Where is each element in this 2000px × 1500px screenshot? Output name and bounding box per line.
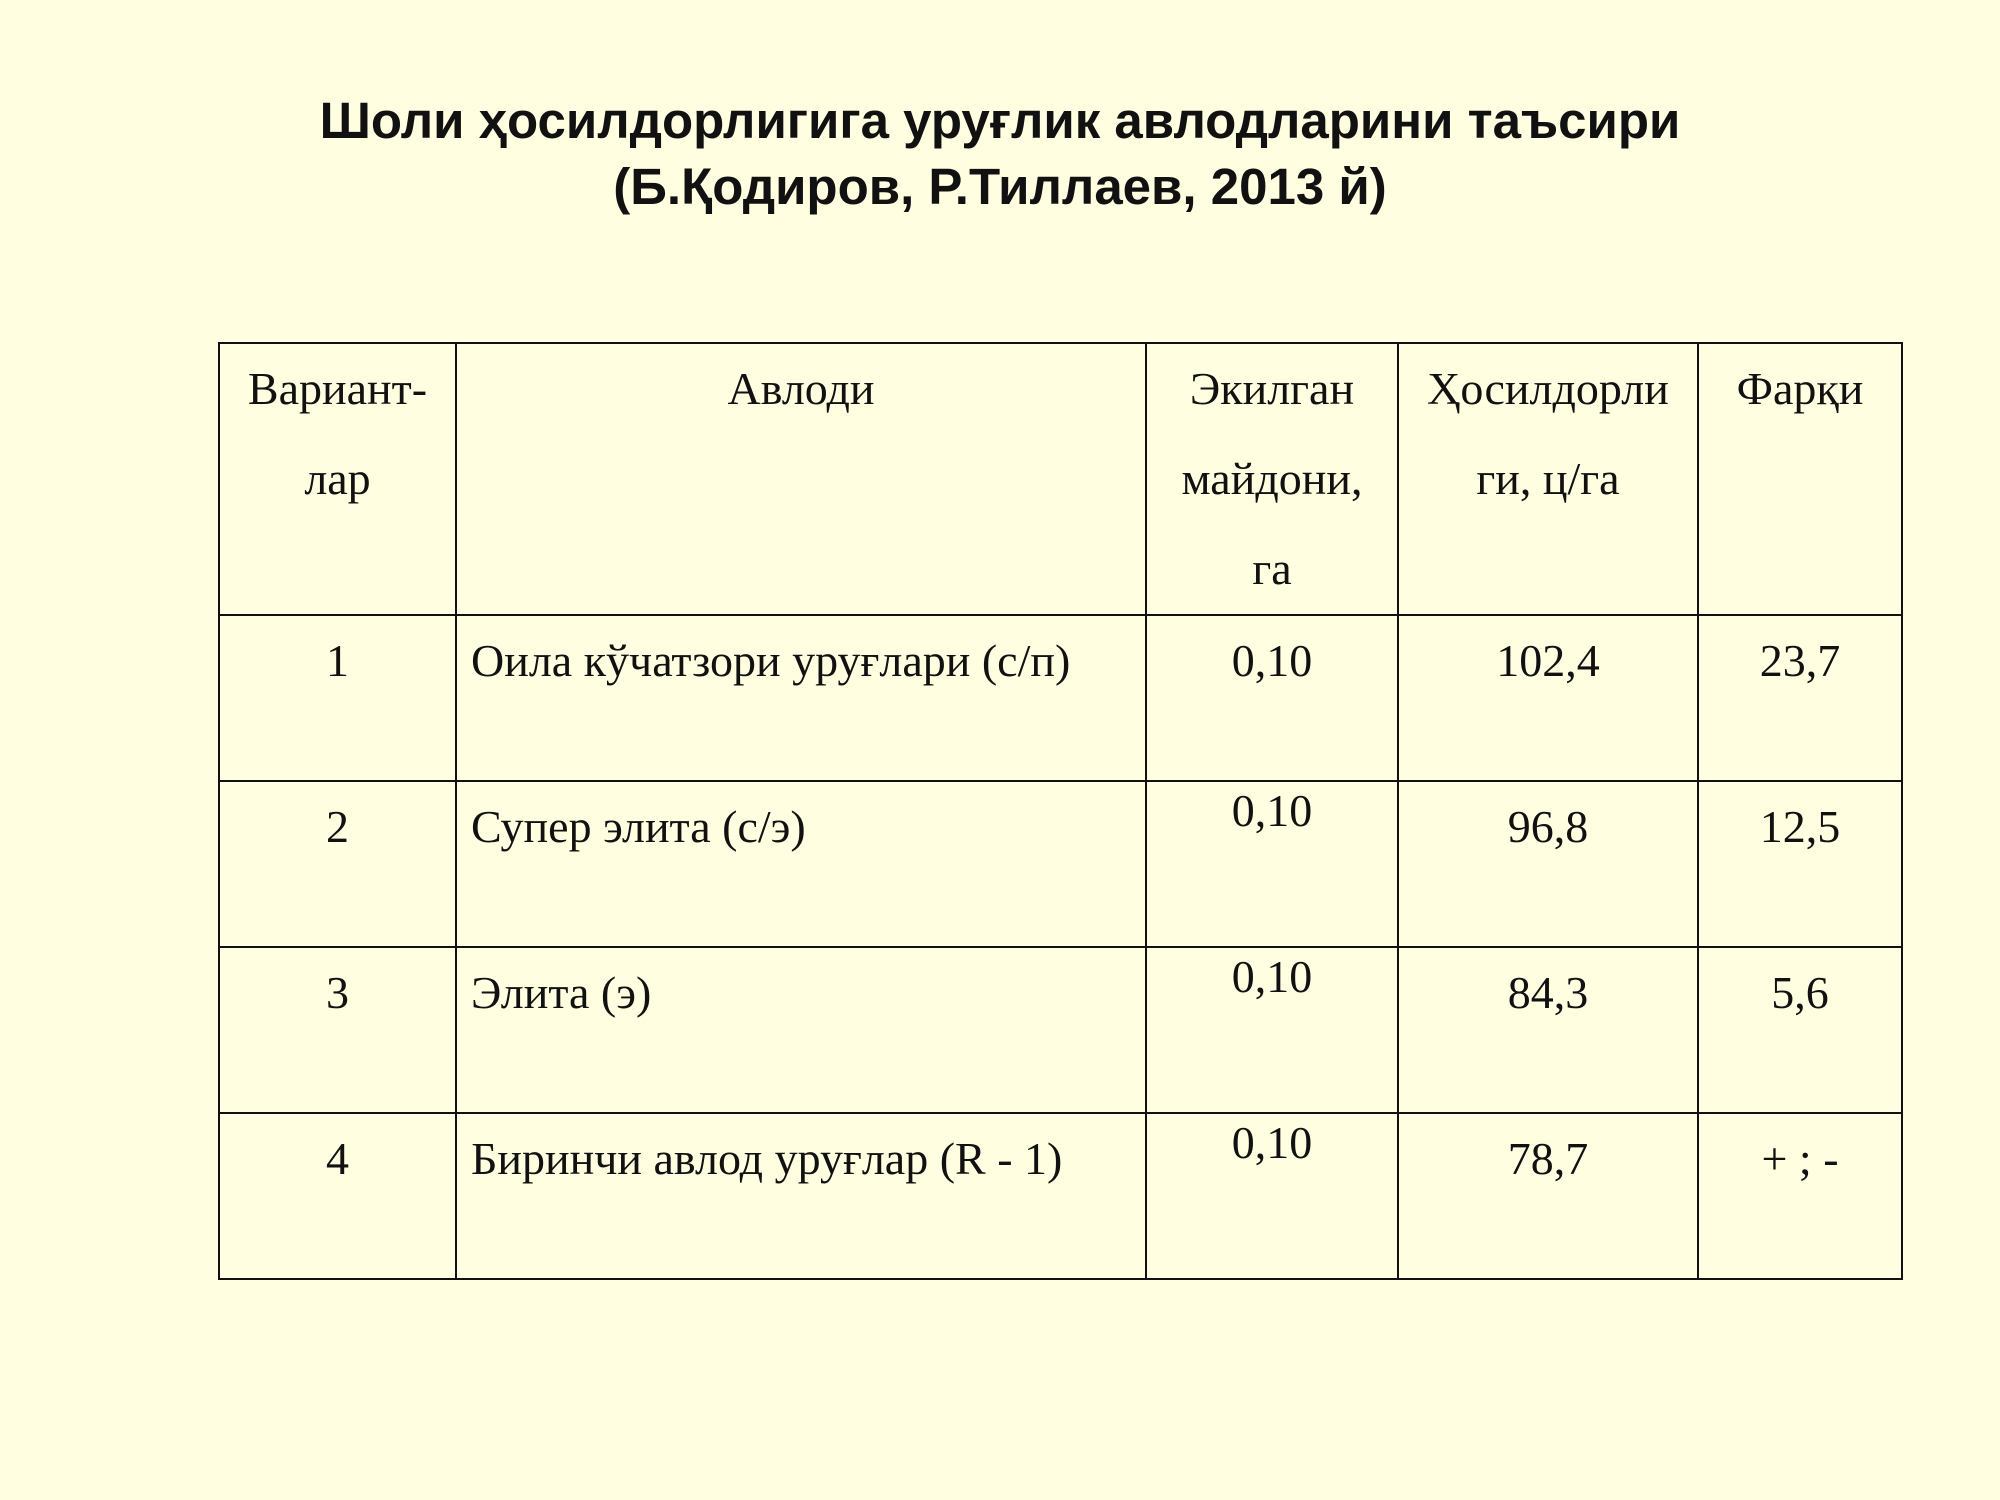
table-row xyxy=(219,1113,1902,1279)
cell-area xyxy=(1146,1113,1398,1279)
cell-variant: 1 xyxy=(219,615,456,781)
cell-area xyxy=(1146,781,1398,947)
table-row xyxy=(219,781,1902,947)
header-difference xyxy=(1698,343,1902,615)
title-line-1: Шоли ҳосилдорлигига уруғлик авлодларини таъсири xyxy=(319,92,1681,149)
header-text: га xyxy=(1252,543,1292,594)
table-header-row xyxy=(219,343,1902,615)
header-text: Авлоди xyxy=(727,363,875,414)
header-text: майдони, xyxy=(1181,453,1363,504)
header-text: Вариант- xyxy=(247,363,428,414)
cell-area-text: 0,10 xyxy=(1231,785,1313,836)
cell-difference: 12,5 xyxy=(1698,781,1902,947)
header-generation xyxy=(456,343,1146,615)
header-yield xyxy=(1398,343,1698,615)
table-row xyxy=(219,947,1902,1113)
cell-variant: 3 xyxy=(219,947,456,1113)
header-variants xyxy=(219,343,456,615)
cell-yield: 78,7 xyxy=(1398,1113,1698,1279)
cell-difference: + ; - xyxy=(1698,1113,1902,1279)
cell-generation: Элита (э) xyxy=(456,947,1146,1113)
cell-variant: 4 xyxy=(219,1113,456,1279)
slide-title xyxy=(0,88,2000,220)
cell-area: 0,10 xyxy=(1146,615,1398,781)
cell-yield: 102,4 xyxy=(1398,615,1698,781)
header-text: Экилган xyxy=(1189,363,1355,414)
header-sown-area xyxy=(1146,343,1398,615)
cell-generation: Оила кўчатзори уруғлари (с/п) xyxy=(456,615,1146,781)
yield-table xyxy=(218,342,1903,1280)
cell-difference: 5,6 xyxy=(1698,947,1902,1113)
cell-variant: 2 xyxy=(219,781,456,947)
header-text: Фарқи xyxy=(1736,363,1864,414)
header-text: ги, ц/га xyxy=(1476,453,1620,504)
cell-area xyxy=(1146,947,1398,1113)
cell-generation: Супер элита (с/э) xyxy=(456,781,1146,947)
cell-generation: Биринчи авлод уруғлар (R - 1) xyxy=(456,1113,1146,1279)
header-text: лар xyxy=(304,453,371,504)
cell-difference: 23,7 xyxy=(1698,615,1902,781)
cell-yield: 84,3 xyxy=(1398,947,1698,1113)
title-line-2: (Б.Қодиров, Р.Тиллаев, 2013 й) xyxy=(613,158,1387,215)
cell-area-text: 0,10 xyxy=(1231,1117,1313,1168)
header-text: Ҳосилдорли xyxy=(1427,363,1669,414)
cell-area-text: 0,10 xyxy=(1231,951,1313,1002)
cell-yield: 96,8 xyxy=(1398,781,1698,947)
table-row xyxy=(219,615,1902,781)
